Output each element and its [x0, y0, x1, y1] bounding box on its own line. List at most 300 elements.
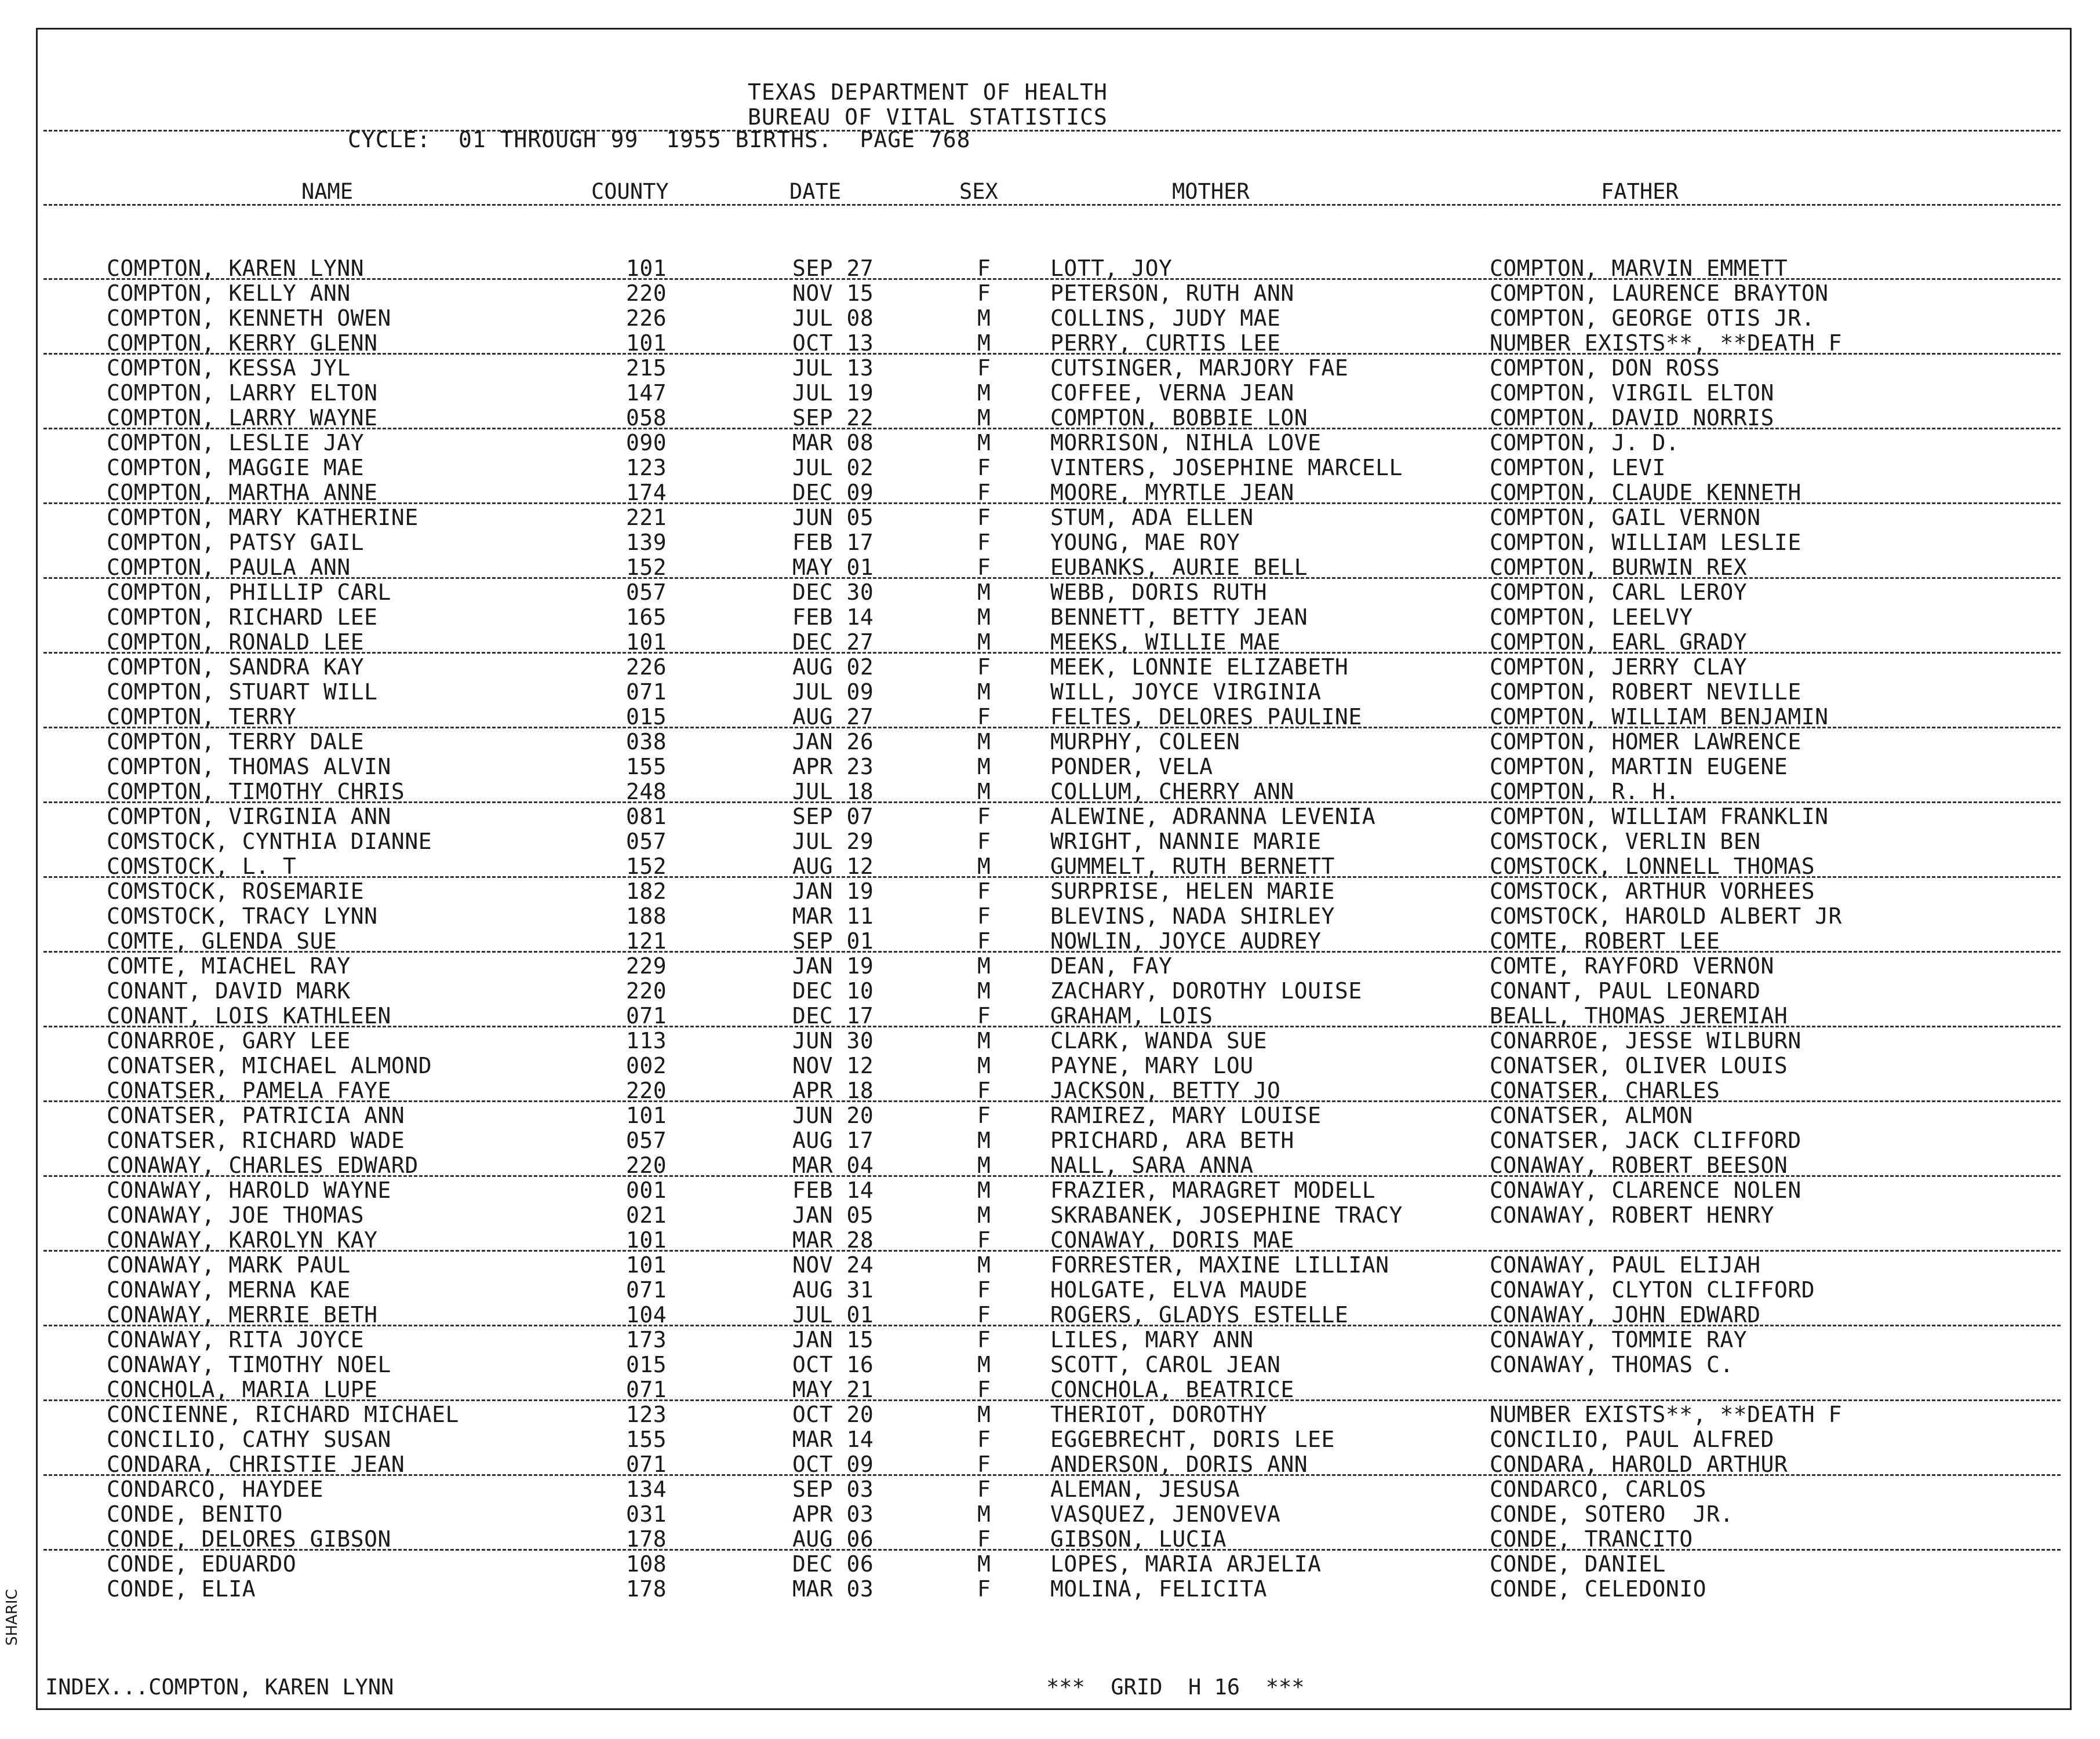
cell-county: 057: [626, 579, 667, 605]
cell-county: 071: [626, 1377, 667, 1402]
row-dashed-rule: [43, 278, 2061, 280]
cell-father: CONDE, DANIEL: [1490, 1551, 1666, 1577]
cell-name: CONDARCO, HAYDEE: [107, 1476, 324, 1502]
cell-county: 123: [626, 1402, 667, 1427]
cell-county: 220: [626, 1153, 667, 1178]
cell-mother: GIBSON, LUCIA: [1050, 1526, 1226, 1552]
cell-sex: M: [977, 380, 991, 406]
cell-sex: F: [977, 654, 991, 680]
cell-date: JUL 13: [792, 355, 874, 381]
cell-county: 155: [626, 754, 667, 779]
cell-sex: M: [977, 1402, 991, 1427]
cell-father: COMSTOCK, VERLIN BEN: [1490, 829, 1761, 854]
cell-county: 101: [626, 330, 667, 356]
cell-name: COMPTON, STUART WILL: [107, 679, 378, 705]
cell-mother: COMPTON, BOBBIE LON: [1050, 405, 1308, 431]
cell-name: COMPTON, LESLIE JAY: [107, 430, 365, 455]
cell-name: CONAWAY, TIMOTHY NOEL: [107, 1352, 391, 1377]
column-header-rule: [43, 204, 2061, 206]
cell-sex: F: [977, 555, 991, 580]
cell-father: COMPTON, DAVID NORRIS: [1490, 405, 1774, 431]
cell-father: CONAWAY, JOHN EDWARD: [1490, 1302, 1761, 1328]
cell-name: COMPTON, KAREN LYNN: [107, 256, 365, 281]
cell-name: COMPTON, TERRY: [107, 704, 297, 730]
cell-father: COMPTON, GAIL VERNON: [1490, 505, 1761, 530]
cell-county: 058: [626, 405, 667, 431]
cell-mother: MURPHY, COLEEN: [1050, 729, 1240, 754]
cell-father: COMPTON, GEORGE OTIS JR.: [1490, 305, 1815, 331]
cell-county: 139: [626, 530, 667, 555]
cell-mother: VASQUEZ, JENOVEVA: [1050, 1501, 1281, 1527]
cell-date: FEB 17: [792, 530, 874, 555]
cell-father: COMPTON, ROBERT NEVILLE: [1490, 679, 1801, 705]
cell-name: CONCILIO, CATHY SUSAN: [107, 1427, 391, 1452]
cell-date: MAR 11: [792, 903, 874, 929]
cell-county: 101: [626, 629, 667, 655]
cell-father: BEALL, THOMAS JEREMIAH: [1490, 1003, 1788, 1029]
cell-mother: PERRY, CURTIS LEE: [1050, 330, 1281, 356]
cell-father: COMSTOCK, HAROLD ALBERT JR: [1490, 903, 1842, 929]
cell-date: JAN 19: [792, 953, 874, 979]
row-dashed-rule: [43, 801, 2061, 803]
cell-sex: F: [977, 1078, 991, 1103]
cell-name: COMSTOCK, TRACY LYNN: [107, 903, 378, 929]
cell-sex: F: [977, 804, 991, 829]
column-header-county: COUNTY: [591, 179, 669, 204]
cell-father: CONAWAY, TOMMIE RAY: [1490, 1327, 1748, 1352]
cell-date: APR 18: [792, 1078, 874, 1103]
cell-date: OCT 20: [792, 1402, 874, 1427]
cell-county: 215: [626, 355, 667, 381]
cell-sex: F: [977, 928, 991, 954]
row-dashed-rule: [43, 1026, 2061, 1027]
cell-mother: HOLGATE, ELVA MAUDE: [1050, 1277, 1308, 1303]
row-dashed-rule: [43, 951, 2061, 953]
cell-date: OCT 16: [792, 1352, 874, 1377]
cell-father: COMTE, RAYFORD VERNON: [1490, 953, 1774, 979]
cell-sex: M: [977, 1551, 991, 1577]
row-dashed-rule: [43, 1399, 2061, 1401]
cell-name: COMSTOCK, L. T: [107, 854, 297, 879]
cell-name: CONDE, DELORES GIBSON: [107, 1526, 391, 1552]
cell-name: CONARROE, GARY LEE: [107, 1028, 351, 1053]
cell-sex: F: [977, 903, 991, 929]
cell-mother: JACKSON, BETTY JO: [1050, 1078, 1281, 1103]
cell-sex: F: [977, 1302, 991, 1328]
cell-mother: PAYNE, MARY LOU: [1050, 1053, 1254, 1078]
cell-father: COMPTON, J. D.: [1490, 430, 1680, 455]
cell-name: CONAWAY, HAROLD WAYNE: [107, 1177, 391, 1203]
row-dashed-rule: [43, 1175, 2061, 1177]
cell-father: COMPTON, HOMER LAWRENCE: [1490, 729, 1801, 754]
cell-father: COMPTON, BURWIN REX: [1490, 555, 1748, 580]
cell-name: COMPTON, SANDRA KAY: [107, 654, 365, 680]
cell-name: CONCHOLA, MARIA LUPE: [107, 1377, 378, 1402]
cell-sex: M: [977, 579, 991, 605]
cell-name: CONDE, EDUARDO: [107, 1551, 297, 1577]
cell-father: CONAWAY, CLARENCE NOLEN: [1490, 1177, 1801, 1203]
row-dashed-rule: [43, 1250, 2061, 1252]
cell-name: COMPTON, LARRY WAYNE: [107, 405, 378, 431]
cell-sex: F: [977, 1526, 991, 1552]
cell-sex: M: [977, 604, 991, 630]
cell-sex: F: [977, 480, 991, 505]
cell-county: 031: [626, 1501, 667, 1527]
cell-sex: F: [977, 355, 991, 381]
cell-father: CONDE, CELEDONIO: [1490, 1576, 1707, 1602]
cell-name: COMPTON, PAULA ANN: [107, 555, 351, 580]
cell-mother: BENNETT, BETTY JEAN: [1050, 604, 1308, 630]
cell-date: APR 03: [792, 1501, 874, 1527]
cell-date: MAR 08: [792, 430, 874, 455]
cell-father: CONANT, PAUL LEONARD: [1490, 978, 1761, 1004]
cell-mother: GUMMELT, RUTH BERNETT: [1050, 854, 1335, 879]
cell-county: 104: [626, 1302, 667, 1328]
cell-name: COMPTON, LARRY ELTON: [107, 380, 378, 406]
cell-county: 121: [626, 928, 667, 954]
cell-name: COMPTON, MAGGIE MAE: [107, 455, 365, 480]
cell-county: 182: [626, 878, 667, 904]
cell-date: JUN 30: [792, 1028, 874, 1053]
cell-father: COMPTON, JERRY CLAY: [1490, 654, 1748, 680]
cell-father: COMPTON, LAURENCE BRAYTON: [1490, 280, 1829, 306]
cell-mother: COLLINS, JUDY MAE: [1050, 305, 1281, 331]
cell-county: 108: [626, 1551, 667, 1577]
cell-date: SEP 07: [792, 804, 874, 829]
cell-county: 134: [626, 1476, 667, 1502]
cell-date: OCT 09: [792, 1452, 874, 1477]
cell-sex: M: [977, 1252, 991, 1278]
cell-mother: PONDER, VELA: [1050, 754, 1213, 779]
cell-father: CONAWAY, THOMAS C.: [1490, 1352, 1734, 1377]
cell-mother: COLLUM, CHERRY ANN: [1050, 779, 1294, 804]
cell-date: APR 23: [792, 754, 874, 779]
cell-date: JUL 09: [792, 679, 874, 705]
cell-sex: F: [977, 1227, 991, 1253]
cell-father: CONARROE, JESSE WILBURN: [1490, 1028, 1801, 1053]
cell-county: 152: [626, 854, 667, 879]
cell-name: CONATSER, RICHARD WADE: [107, 1128, 405, 1153]
cell-name: CONANT, LOIS KATHLEEN: [107, 1003, 391, 1029]
cell-mother: COFFEE, VERNA JEAN: [1050, 380, 1294, 406]
cell-date: SEP 27: [792, 256, 874, 281]
cell-name: CONAWAY, KAROLYN KAY: [107, 1227, 378, 1253]
cell-date: JAN 19: [792, 878, 874, 904]
cell-county: 090: [626, 430, 667, 455]
cell-sex: F: [977, 530, 991, 555]
cell-date: JUL 01: [792, 1302, 874, 1328]
cell-county: 113: [626, 1028, 667, 1053]
cell-mother: MOORE, MYRTLE JEAN: [1050, 480, 1294, 505]
cell-county: 178: [626, 1576, 667, 1602]
cell-mother: LILES, MARY ANN: [1050, 1327, 1254, 1352]
cell-county: 057: [626, 829, 667, 854]
cell-mother: CUTSINGER, MARJORY FAE: [1050, 355, 1349, 381]
cell-county: 101: [626, 256, 667, 281]
cell-father: COMSTOCK, LONNELL THOMAS: [1490, 854, 1815, 879]
cell-county: 226: [626, 654, 667, 680]
cell-name: COMPTON, RONALD LEE: [107, 629, 365, 655]
cell-mother: NALL, SARA ANNA: [1050, 1153, 1254, 1178]
cell-sex: M: [977, 1352, 991, 1377]
column-header-date: DATE: [789, 179, 842, 204]
cell-date: SEP 22: [792, 405, 874, 431]
cell-father: CONDARCO, CARLOS: [1490, 1476, 1707, 1502]
cell-sex: M: [977, 405, 991, 431]
cell-name: CONDARA, CHRISTIE JEAN: [107, 1452, 405, 1477]
cell-county: 220: [626, 1078, 667, 1103]
row-dashed-rule: [43, 502, 2061, 504]
cell-mother: ALEWINE, ADRANNA LEVENIA: [1050, 804, 1376, 829]
cell-name: CONAWAY, JOE THOMAS: [107, 1202, 365, 1228]
cell-mother: FELTES, DELORES PAULINE: [1050, 704, 1362, 730]
cell-name: COMPTON, TIMOTHY CHRIS: [107, 779, 405, 804]
cell-county: 155: [626, 1427, 667, 1452]
cell-date: JAN 26: [792, 729, 874, 754]
cell-mother: ANDERSON, DORIS ANN: [1050, 1452, 1308, 1477]
cell-father: COMPTON, R. H.: [1490, 779, 1680, 804]
cell-county: 174: [626, 480, 667, 505]
grid-label: *** GRID H 16 ***: [1046, 1675, 1305, 1700]
cell-mother: LOPES, MARIA ARJELIA: [1050, 1551, 1322, 1577]
cell-date: DEC 17: [792, 1003, 874, 1029]
cell-name: CONATSER, PATRICIA ANN: [107, 1103, 405, 1128]
cell-name: COMPTON, PHILLIP CARL: [107, 579, 391, 605]
cell-county: 188: [626, 903, 667, 929]
cell-sex: F: [977, 704, 991, 730]
cell-name: COMPTON, KERRY GLENN: [107, 330, 378, 356]
cell-mother: CONCHOLA, BEATRICE: [1050, 1377, 1294, 1402]
cell-county: 173: [626, 1327, 667, 1352]
cell-mother: WRIGHT, NANNIE MARIE: [1050, 829, 1322, 854]
cell-sex: F: [977, 1003, 991, 1029]
cell-sex: F: [977, 1327, 991, 1352]
cell-sex: F: [977, 505, 991, 530]
cell-date: JUL 29: [792, 829, 874, 854]
cell-county: 123: [626, 455, 667, 480]
cell-name: COMPTON, RICHARD LEE: [107, 604, 378, 630]
cell-father: COMPTON, WILLIAM FRANKLIN: [1490, 804, 1829, 829]
cell-sex: M: [977, 679, 991, 705]
cell-sex: M: [977, 330, 991, 356]
cell-name: COMTE, GLENDA SUE: [107, 928, 337, 954]
cell-father: CONATSER, OLIVER LOUIS: [1490, 1053, 1788, 1078]
column-header-sex: SEX: [959, 179, 998, 204]
row-dashed-rule: [43, 1100, 2061, 1102]
cell-mother: NOWLIN, JOYCE AUDREY: [1050, 928, 1322, 954]
row-dashed-rule: [43, 1325, 2061, 1326]
cell-father: CONDARA, HAROLD ARTHUR: [1490, 1452, 1788, 1477]
document-title: TEXAS DEPARTMENT OF HEALTH: [748, 79, 1108, 105]
cell-mother: GRAHAM, LOIS: [1050, 1003, 1213, 1029]
cell-sex: M: [977, 430, 991, 455]
cell-father: CONAWAY, ROBERT BEESON: [1490, 1153, 1788, 1178]
cell-father: CONATSER, CHARLES: [1490, 1078, 1720, 1103]
cell-county: 057: [626, 1128, 667, 1153]
cell-sex: M: [977, 1053, 991, 1078]
cell-father: COMSTOCK, ARTHUR VORHEES: [1490, 878, 1815, 904]
cell-date: FEB 14: [792, 1177, 874, 1203]
row-dashed-rule: [43, 652, 2061, 654]
cell-father: CONDE, SOTERO JR.: [1490, 1501, 1734, 1527]
cell-date: DEC 06: [792, 1551, 874, 1577]
index-label: INDEX...COMPTON, KAREN LYNN: [45, 1675, 394, 1700]
cell-date: AUG 02: [792, 654, 874, 680]
cell-mother: PETERSON, RUTH ANN: [1050, 280, 1294, 306]
cell-name: CONCIENNE, RICHARD MICHAEL: [107, 1402, 459, 1427]
cell-name: COMPTON, KENNETH OWEN: [107, 305, 391, 331]
cell-mother: WILL, JOYCE VIRGINIA: [1050, 679, 1322, 705]
cell-date: AUG 17: [792, 1128, 874, 1153]
cell-father: CONATSER, ALMON: [1490, 1103, 1693, 1128]
cell-father: COMPTON, DON ROSS: [1490, 355, 1720, 381]
cell-mother: ROGERS, GLADYS ESTELLE: [1050, 1302, 1349, 1328]
cell-mother: STUM, ADA ELLEN: [1050, 505, 1254, 530]
cell-date: JUN 05: [792, 505, 874, 530]
cell-sex: M: [977, 1153, 991, 1178]
cell-date: JUL 18: [792, 779, 874, 804]
cell-date: NOV 15: [792, 280, 874, 306]
document-subtitle: BUREAU OF VITAL STATISTICS: [748, 104, 1108, 130]
cell-mother: EGGEBRECHT, DORIS LEE: [1050, 1427, 1335, 1452]
cell-date: MAY 01: [792, 555, 874, 580]
column-header-mother: MOTHER: [1172, 179, 1250, 204]
cell-father: COMPTON, LEVI: [1490, 455, 1666, 480]
cell-county: 015: [626, 1352, 667, 1377]
cell-county: 015: [626, 704, 667, 730]
cell-county: 220: [626, 280, 667, 306]
cell-sex: M: [977, 1128, 991, 1153]
cell-sex: F: [977, 280, 991, 306]
cell-mother: LOTT, JOY: [1050, 256, 1173, 281]
cell-mother: RAMIREZ, MARY LOUISE: [1050, 1103, 1322, 1128]
cell-date: SEP 03: [792, 1476, 874, 1502]
cell-sex: M: [977, 854, 991, 879]
cell-mother: YOUNG, MAE ROY: [1050, 530, 1240, 555]
cell-county: 101: [626, 1103, 667, 1128]
cell-mother: CONAWAY, DORIS MAE: [1050, 1227, 1294, 1253]
cell-father: NUMBER EXISTS**, **DEATH F: [1490, 330, 1842, 356]
cell-father: COMPTON, LEELVY: [1490, 604, 1693, 630]
cell-sex: F: [977, 455, 991, 480]
cell-sex: F: [977, 1427, 991, 1452]
cell-sex: M: [977, 779, 991, 804]
cell-mother: MOLINA, FELICITA: [1050, 1576, 1268, 1602]
cell-mother: FRAZIER, MARAGRET MODELL: [1050, 1177, 1376, 1203]
cell-name: COMPTON, MARY KATHERINE: [107, 505, 418, 530]
cell-county: 147: [626, 380, 667, 406]
cell-name: CONDE, ELIA: [107, 1576, 256, 1602]
cell-name: CONDE, BENITO: [107, 1501, 283, 1527]
cell-mother: PRICHARD, ARA BETH: [1050, 1128, 1294, 1153]
cell-county: 071: [626, 1277, 667, 1303]
cell-sex: F: [977, 256, 991, 281]
cell-county: 081: [626, 804, 667, 829]
row-dashed-rule: [43, 577, 2061, 579]
cell-sex: M: [977, 953, 991, 979]
cell-date: JUL 02: [792, 455, 874, 480]
cell-date: FEB 14: [792, 604, 874, 630]
cell-county: 071: [626, 679, 667, 705]
cell-sex: M: [977, 1177, 991, 1203]
cell-father: CONATSER, JACK CLIFFORD: [1490, 1128, 1801, 1153]
cell-date: JUN 20: [792, 1103, 874, 1128]
cell-name: COMPTON, KELLY ANN: [107, 280, 351, 306]
cell-county: 101: [626, 1227, 667, 1253]
cell-father: CONCILIO, PAUL ALFRED: [1490, 1427, 1774, 1452]
cell-date: MAR 03: [792, 1576, 874, 1602]
cell-date: JAN 15: [792, 1327, 874, 1352]
cell-father: COMTE, ROBERT LEE: [1490, 928, 1720, 954]
cell-mother: WEBB, DORIS RUTH: [1050, 579, 1268, 605]
cell-sex: M: [977, 729, 991, 754]
cell-mother: SCOTT, CAROL JEAN: [1050, 1352, 1281, 1377]
cell-sex: F: [977, 1103, 991, 1128]
header-dashed-rule: [43, 130, 2061, 132]
cell-county: 071: [626, 1452, 667, 1477]
cell-county: 001: [626, 1177, 667, 1203]
cell-sex: M: [977, 629, 991, 655]
cell-date: MAR 04: [792, 1153, 874, 1178]
cell-date: MAR 28: [792, 1227, 874, 1253]
cell-sex: M: [977, 1202, 991, 1228]
cell-father: COMPTON, WILLIAM BENJAMIN: [1490, 704, 1829, 730]
cell-mother: BLEVINS, NADA SHIRLEY: [1050, 903, 1335, 929]
cell-name: COMPTON, PATSY GAIL: [107, 530, 365, 555]
cell-mother: MEEKS, WILLIE MAE: [1050, 629, 1281, 655]
cell-father: COMPTON, EARL GRADY: [1490, 629, 1748, 655]
cell-mother: VINTERS, JOSEPHINE MARCELL: [1050, 455, 1403, 480]
cell-county: 002: [626, 1053, 667, 1078]
cell-date: DEC 10: [792, 978, 874, 1004]
cell-county: 101: [626, 1252, 667, 1278]
row-dashed-rule: [43, 1474, 2061, 1476]
cell-sex: F: [977, 1377, 991, 1402]
cell-county: 165: [626, 604, 667, 630]
row-dashed-rule: [43, 353, 2061, 355]
cell-mother: CLARK, WANDA SUE: [1050, 1028, 1268, 1053]
cell-sex: M: [977, 754, 991, 779]
cell-county: 071: [626, 1003, 667, 1029]
cell-mother: EUBANKS, AURIE BELL: [1050, 555, 1308, 580]
cell-mother: DEAN, FAY: [1050, 953, 1173, 979]
cell-father: NUMBER EXISTS**, **DEATH F: [1490, 1402, 1842, 1427]
cell-sex: F: [977, 1452, 991, 1477]
cell-name: CONAWAY, RITA JOYCE: [107, 1327, 365, 1352]
column-header-name: NAME: [301, 179, 354, 204]
cell-date: JAN 05: [792, 1202, 874, 1228]
cell-father: COMPTON, MARTIN EUGENE: [1490, 754, 1788, 779]
cell-name: COMSTOCK, CYNTHIA DIANNE: [107, 829, 432, 854]
cell-name: CONANT, DAVID MARK: [107, 978, 351, 1004]
cell-date: SEP 01: [792, 928, 874, 954]
cell-sex: M: [977, 978, 991, 1004]
cell-date: AUG 12: [792, 854, 874, 879]
cell-county: 178: [626, 1526, 667, 1552]
cell-father: COMPTON, VIRGIL ELTON: [1490, 380, 1774, 406]
cell-name: CONAWAY, MARK PAUL: [107, 1252, 351, 1278]
cell-father: COMPTON, MARVIN EMMETT: [1490, 256, 1788, 281]
cell-date: AUG 27: [792, 704, 874, 730]
cell-name: COMPTON, VIRGINIA ANN: [107, 804, 391, 829]
cell-father: CONAWAY, CLYTON CLIFFORD: [1490, 1277, 1815, 1303]
cell-county: 152: [626, 555, 667, 580]
column-header-father: FATHER: [1601, 179, 1679, 204]
cell-name: CONAWAY, MERRIE BETH: [107, 1302, 378, 1328]
row-dashed-rule: [43, 1549, 2061, 1551]
cell-date: DEC 30: [792, 579, 874, 605]
cell-sex: F: [977, 1576, 991, 1602]
